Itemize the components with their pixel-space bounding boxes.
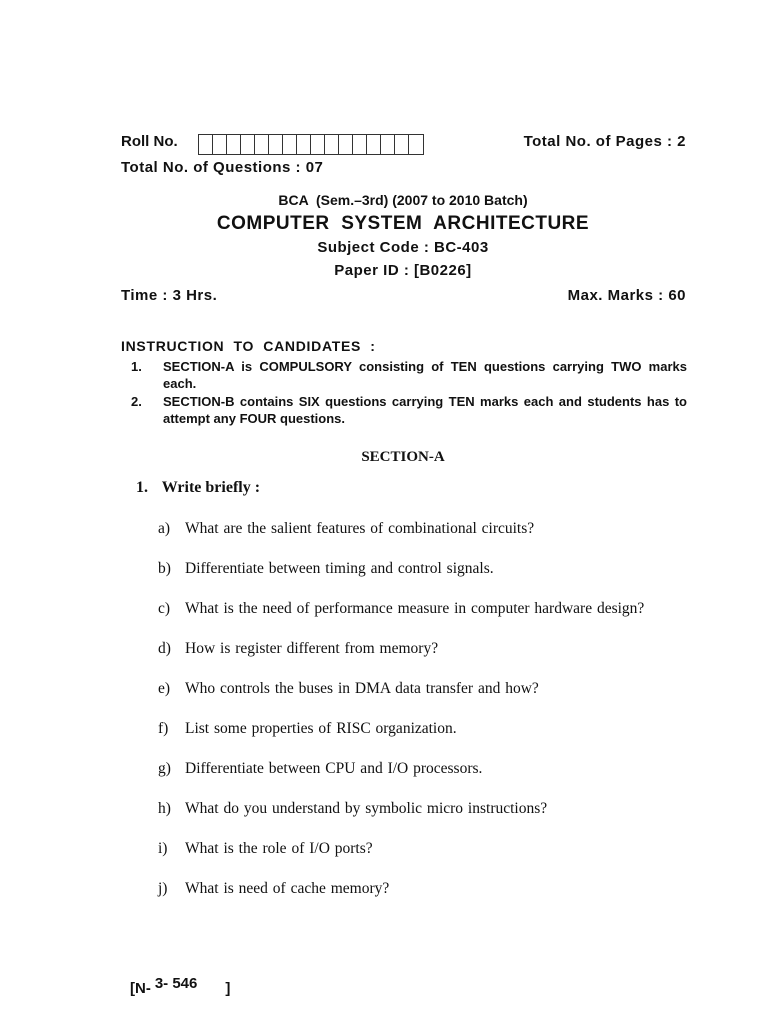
roll-no-digit-box[interactable] (353, 135, 367, 154)
roll-no-digit-box[interactable] (381, 135, 395, 154)
roll-no-label: Roll No. (121, 133, 178, 150)
sub-question-letter: c) (158, 600, 171, 617)
sub-question-letter: a) (158, 520, 171, 537)
total-questions: Total No. of Questions : 07 (121, 159, 324, 176)
sub-question-i (158, 838, 686, 859)
roll-no-digit-box[interactable] (325, 135, 339, 154)
sub-question-h (158, 798, 686, 819)
sub-question-text: What is need of cache memory? (185, 880, 390, 897)
sub-question-c (158, 598, 686, 619)
footer-close-bracket: ] (225, 980, 231, 997)
sub-question-list (158, 518, 686, 918)
sub-question-letter: f) (158, 720, 169, 737)
roll-no-digit-box[interactable] (213, 135, 227, 154)
sub-question-text: Who controls the buses in DMA data transfer and how? (185, 680, 539, 697)
roll-no-digit-box[interactable] (241, 135, 255, 154)
sub-question-j (158, 878, 686, 899)
sub-question-b (158, 558, 686, 579)
course-line: BCA (Sem.–3rd) (2007 to 2010 Batch) (278, 192, 528, 208)
sub-question-a (158, 518, 686, 539)
instructions-heading: INSTRUCTION TO CANDIDATES : (121, 338, 376, 354)
roll-no-digit-box[interactable] (367, 135, 381, 154)
sub-question-letter: e) (158, 680, 171, 697)
sub-question-text: What is the role of I/O ports? (185, 840, 373, 857)
roll-no-digit-box[interactable] (395, 135, 409, 154)
sub-question-text: What are the salient features of combinational circuits? (185, 520, 535, 537)
sub-question-text: Differentiate between CPU and I/O processors. (185, 760, 483, 777)
instructions-list (121, 358, 687, 428)
exam-time: Time : 3 Hrs. (121, 287, 218, 304)
sub-question-d (158, 638, 686, 659)
roll-no-digit-box[interactable] (339, 135, 353, 154)
question-1 (136, 479, 260, 497)
instruction-number: 1. (131, 359, 142, 374)
footer-open-bracket: [N- (130, 980, 151, 997)
roll-no-boxes[interactable] (198, 134, 424, 155)
sub-question-text: List some properties of RISC organization. (185, 720, 457, 737)
sub-question-letter: d) (158, 640, 171, 657)
roll-no-digit-box[interactable] (409, 135, 423, 154)
roll-no-digit-box[interactable] (199, 135, 213, 154)
sub-question-text: What is the need of performance measure in computer hardware design? (185, 600, 645, 617)
sub-question-e (158, 678, 686, 699)
roll-no-digit-box[interactable] (269, 135, 283, 154)
sub-question-letter: j) (158, 880, 168, 897)
sub-question-g (158, 758, 686, 779)
instruction-item (121, 393, 687, 427)
subject-code: Subject Code : BC-403 (317, 239, 489, 256)
instruction-text: SECTION-A is COMPULSORY consisting of TEN questions carrying TWO marks each. (163, 359, 687, 391)
sub-question-text: How is register different from memory? (185, 640, 439, 657)
paper-id: Paper ID : [B0226] (334, 262, 472, 279)
question-number: 1. (136, 479, 148, 496)
instruction-item (121, 358, 687, 392)
section-a-heading: SECTION-A (361, 449, 445, 465)
footer-paper-code: 3- 546 (154, 975, 198, 992)
roll-no-digit-box[interactable] (255, 135, 269, 154)
sub-question-text: Differentiate between timing and control signals. (185, 560, 494, 577)
sub-question-letter: h) (158, 800, 171, 817)
sub-question-letter: g) (158, 760, 171, 777)
roll-no-digit-box[interactable] (297, 135, 311, 154)
total-pages: Total No. of Pages : 2 (523, 133, 686, 150)
sub-question-f (158, 718, 686, 739)
roll-no-digit-box[interactable] (227, 135, 241, 154)
instruction-text: SECTION-B contains SIX questions carrying TEN marks each and students has to attempt any FOUR questions. (163, 394, 687, 426)
sub-question-letter: b) (158, 560, 171, 577)
roll-no-digit-box[interactable] (283, 135, 297, 154)
sub-question-text: What do you understand by symbolic micro instructions? (185, 800, 548, 817)
paper-code-footer (130, 975, 231, 997)
question-text: Write briefly : (161, 479, 261, 496)
subject-title: COMPUTER SYSTEM ARCHITECTURE (216, 213, 590, 234)
sub-question-letter: i) (158, 840, 168, 857)
max-marks: Max. Marks : 60 (567, 287, 686, 304)
roll-no-digit-box[interactable] (311, 135, 325, 154)
instruction-number: 2. (131, 394, 142, 409)
